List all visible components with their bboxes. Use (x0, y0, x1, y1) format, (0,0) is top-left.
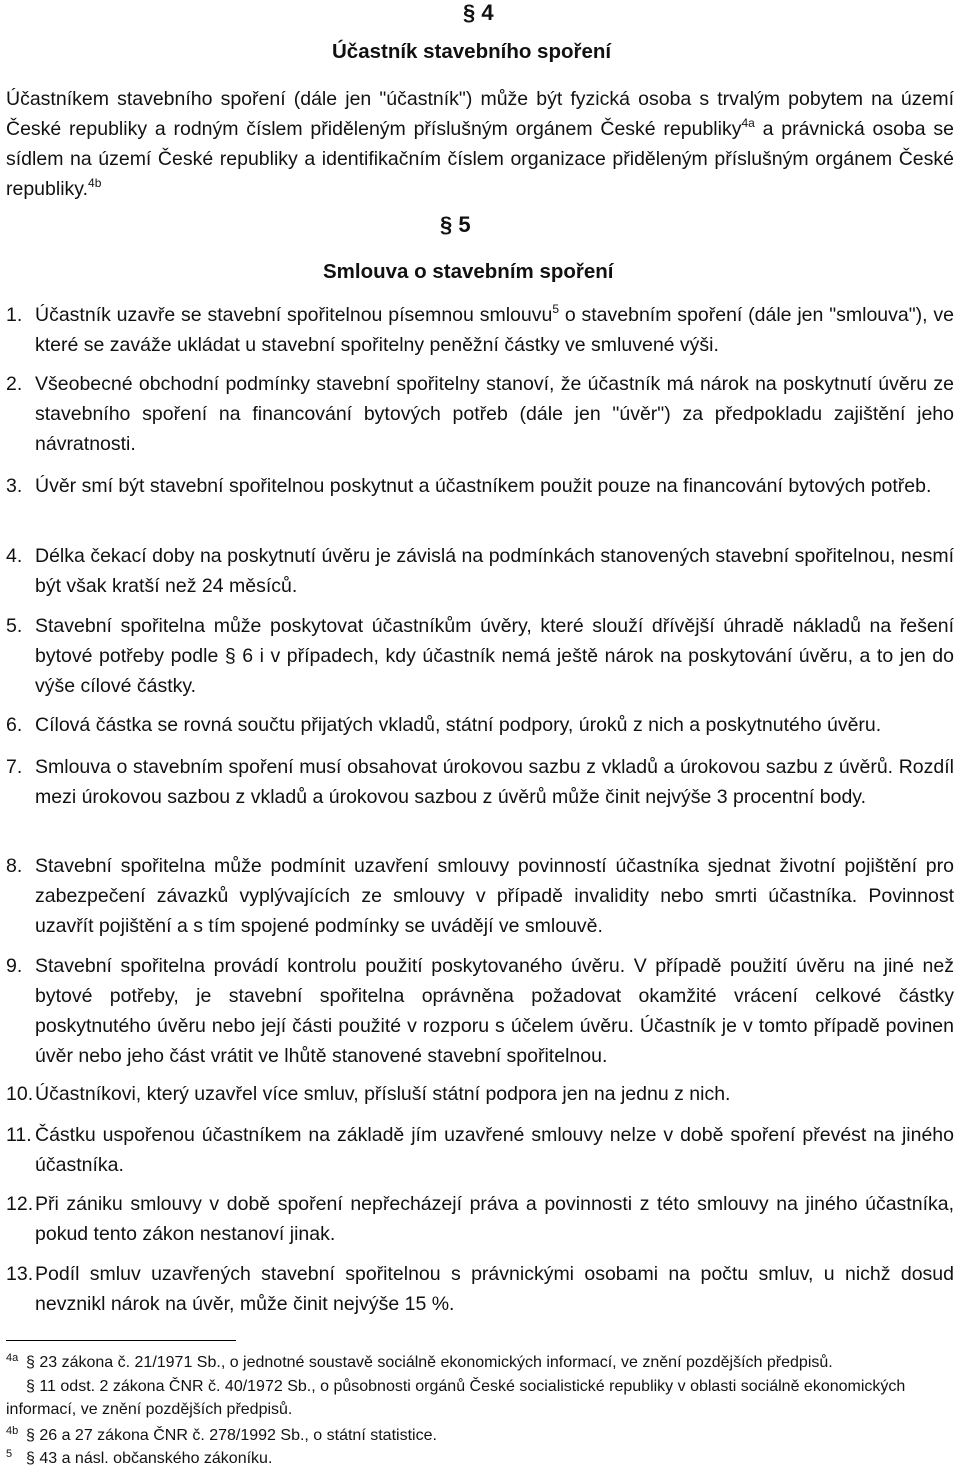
item-number: 12. (6, 1193, 34, 1215)
item-number: 3. (6, 475, 23, 497)
item-text: Účastníkovi, který uzavřel více smluv, přísluší státní podpora jen na jednu z nich. (35, 1083, 731, 1105)
section-number: 5 (458, 212, 471, 237)
item-number: 2. (6, 373, 23, 395)
section-symbol: § (440, 212, 453, 237)
item-text: Délka čekací doby na poskytnutí úvěru je závislá na podmínkách stanovených stavební spořitelnou, nesmí být však kratší než 24 měsíců. (35, 545, 954, 597)
section-symbol-icon: § (26, 1450, 40, 1467)
list-item (6, 300, 954, 360)
item-number: 6. (6, 714, 23, 736)
list-item (6, 471, 954, 501)
section-4-text-a: Účastníkem stavebního spoření (dále jen "účastník") může být fyzická osoba s trvalým pobytem na území České republiky a rodným číslem přiděleným příslušným orgánem České republiky (6, 88, 954, 140)
list-item (6, 1120, 954, 1180)
section-5-heading (440, 212, 471, 238)
item-text: Podíl smluv uzavřených stavební spořitelnou s právnickými osobami na počtu smluv, u nichž dosud nevznikl nárok na úvěr, může činit nejvýše 15 %. (35, 1263, 954, 1315)
list-item (6, 369, 954, 459)
item-text: Všeobecné obchodní podmínky stavební spořitelny stanoví, že účastník má nárok na poskytnutí úvěru ze stavebního spoření na financování bytových potřeb (dále jen "úvěr") za předpokladu zajištění jeho návratnosti. (35, 373, 954, 455)
item-number: 13. (6, 1263, 34, 1285)
footnote-ref-4a: 4a (741, 116, 755, 130)
footnote-text: 26 a 27 zákona ČNR č. 278/1992 Sb., o státní statistice. (39, 1427, 437, 1444)
section-4-title: Účastník stavebního spoření (332, 40, 612, 63)
list-item (6, 1189, 954, 1249)
section-4-heading (463, 0, 494, 26)
footnote-text: 23 zákona č. 21/1971 Sb., o jednotné soustavě sociálně ekonomických informací, ve znění pozdějších předpisů. (39, 1354, 833, 1371)
section-symbol: § (463, 0, 476, 25)
section-number: 4 (481, 0, 494, 25)
item-text: Při zániku smlouvy v době spoření nepřecházejí práva a povinnosti z této smlouvy na jiného účastníka, pokud tento zákon nestanoví jinak. (35, 1193, 954, 1245)
item-number: 9. (6, 955, 23, 977)
item-number: 5. (6, 615, 23, 637)
item-number: 8. (6, 855, 23, 877)
item-text: Stavební spořitelna může poskytovat účastníkům úvěry, které slouží dřívější úhradě nákladů na řešení bytové potřeby podle § 6 i v případech, kdy účastník nemá ještě nárok na poskytování úvěru, a to jen do výše cílové částky. (35, 615, 954, 697)
item-number: 7. (6, 756, 23, 778)
item-number: 10. (6, 1083, 34, 1105)
list-item (6, 611, 954, 701)
section-symbol-icon: § (26, 1378, 40, 1395)
footnote (6, 1375, 954, 1421)
list-item (6, 851, 954, 941)
list-item (6, 752, 954, 812)
item-number: 1. (6, 304, 23, 326)
section-4-body (6, 84, 954, 204)
section-4-text-b: a právnická osoba se sídlem na území České republiky a identifikačním číslem organizace přiděleným příslušným orgánem České republiky. (6, 118, 954, 200)
footnote: 4b § 26 a 27 zákona ČNR č. 278/1992 Sb., o státní statistice. (6, 1425, 437, 1444)
footnote: 4a § 23 zákona č. 21/1971 Sb., o jednotné soustavě sociálně ekonomických informací, ve znění pozdějších předpisů. (6, 1352, 833, 1371)
footnote-divider (6, 1340, 236, 1341)
item-text: Částku uspořenou účastníkem na základě jím uzavřené smlouvy nelze v době spoření převést na jiného účastníka. (35, 1124, 954, 1176)
item-number: 4. (6, 545, 23, 567)
footnote: 5 § 43 a násl. občanského zákoníku. (6, 1448, 273, 1467)
item-text: Stavební spořitelna může podmínit uzavření smlouvy povinností účastníka sjednat životní pojištění pro zabezpečení závazků vyplývajících ze smlouvy v případě invalidity nebo smrti účastníka. Povinnost uzavřít pojištění a s tím spojené podmínky se uvádějí ve smlouvě. (35, 855, 954, 937)
footnote-ref-5: 5 (552, 302, 559, 316)
item-number: 11. (6, 1124, 32, 1146)
item-text: Cílová částka se rovná součtu přijatých vkladů, státní podpory, úroků z nich a poskytnutého úvěru. (35, 714, 882, 736)
footnote-text: 11 odst. 2 zákona ČNR č. 40/1972 Sb., o působnosti orgánů České socialistické republiky v oblasti sociálně ekonomických informací, ve znění pozdějších předpisů. (6, 1378, 906, 1418)
section-5-title: Smlouva o stavebním spoření (323, 260, 614, 283)
item-text: Úvěr smí být stavební spořitelnou poskytnut a účastníkem použit pouze na financování bytových potřeb. (35, 475, 932, 497)
item-text-b: o stavebním spoření (dále jen "smlouva"), ve které se zaváže ukládat u stavební spořitelny peněžní částky ve smluvené výši. (35, 304, 954, 356)
footnote-ref-4b: 4b (88, 176, 102, 190)
item-text: Stavební spořitelna provádí kontrolu použití poskytovaného úvěru. V případě použití úvěru na jiné než bytové potřeby, je stavební spořitelna oprávněna požadovat okamžité vrácení celkové částky poskytnutého úvěru nebo její části použité v rozporu s účelem úvěru. Účastník je v tomto případě povinen úvěr nebo jeho část vrátit ve lhůtě stanovené stavební spořitelnou. (35, 955, 954, 1067)
item-text: Smlouva o stavebním spoření musí obsahovat úrokovou sazbu z vkladů a úrokovou sazbu z úvěrů. Rozdíl mezi úrokovou sazbou z vkladů a úrokovou sazbou z úvěrů může činit nejvýše 3 procentní body. (35, 756, 954, 808)
list-item (6, 710, 954, 740)
footnote-text: 43 a násl. občanského zákoníku. (39, 1450, 273, 1467)
section-symbol-icon: § (26, 1354, 40, 1371)
section-symbol-icon: § (26, 1427, 40, 1444)
item-text-a: Účastník uzavře se stavební spořitelnou písemnou smlouvu (35, 304, 553, 326)
list-item (6, 1079, 954, 1109)
list-item (6, 1259, 954, 1319)
list-item (6, 951, 954, 1071)
list-item (6, 541, 954, 601)
item-text (6, 300, 954, 360)
